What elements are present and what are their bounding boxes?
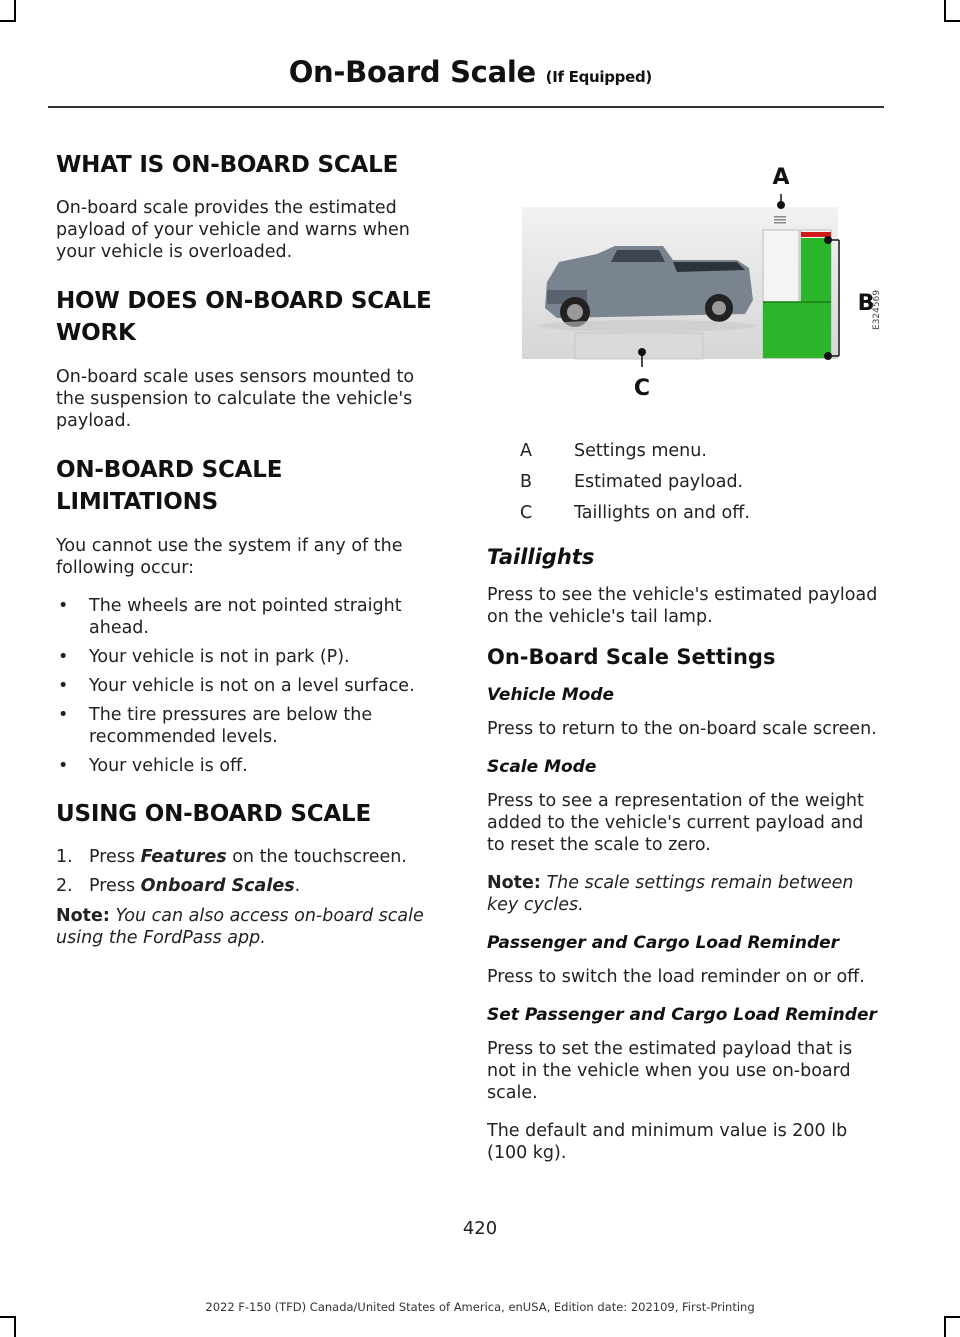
legend-row: C Taillights on and off.: [520, 503, 750, 523]
step-item: 1. Press Features on the touchscreen.: [56, 847, 407, 867]
header-title: On-Board Scale: [288, 55, 536, 89]
on-board-scale-figure: [487, 150, 885, 420]
heading-set-load-reminder: Set Passenger and Cargo Load Reminder: [487, 1005, 877, 1025]
crop-mark: [944, 20, 960, 22]
settings-menu-icon: [774, 216, 786, 224]
section-text-what-is: On-board scale provides the estimated payload of your vehicle and warns when your vehicle is overloaded.: [56, 198, 410, 262]
bullet-glyph: •: [58, 647, 69, 667]
scale-screen-illustration: [487, 150, 885, 420]
step-item: 2. Press Onboard Scales.: [56, 876, 301, 896]
section-heading-limitations: ON-BOARD SCALE LIMITATIONS: [56, 457, 283, 515]
note: Note: You can also access on-board scale using the FordPass app.: [56, 906, 424, 948]
section-heading-how-works: HOW DOES ON-BOARD SCALE WORK: [56, 288, 432, 346]
crop-mark: [14, 1316, 16, 1337]
heading-scale-mode: Scale Mode: [487, 757, 597, 777]
bullet-glyph: •: [58, 596, 69, 616]
text-vehicle-mode: Press to return to the on-board scale screen.: [487, 719, 877, 739]
legend-row: A Settings menu.: [520, 441, 707, 461]
payload-limit-indicator: [801, 232, 831, 237]
right-column: [487, 150, 885, 1180]
text-set-load-reminder: Press to set the estimated payload that is not in the vehicle when you use on-board scale.: [487, 1039, 853, 1103]
crop-mark: [0, 20, 16, 22]
limitations-list: [56, 595, 448, 777]
bullet-glyph: •: [58, 756, 69, 776]
image-code: E324569: [872, 289, 882, 331]
header-title-suffix: (If Equipped): [545, 68, 652, 86]
bullet-glyph: •: [58, 676, 69, 696]
header-rule: [48, 106, 884, 108]
bullet-glyph: •: [58, 705, 69, 725]
payload-bar-upper: [801, 238, 831, 302]
callout-c-label: C: [633, 376, 651, 401]
crop-mark: [944, 1316, 960, 1318]
heading-vehicle-mode: Vehicle Mode: [487, 685, 615, 705]
note: Note: The scale settings remain between key cycles.: [487, 873, 854, 915]
list-item: • The wheels are not pointed straight ahead.: [58, 596, 402, 638]
payload-bar-lower: [763, 302, 831, 358]
section-heading-what-is: WHAT IS ON-BOARD SCALE: [56, 152, 399, 178]
callout-b-label: B: [857, 291, 875, 316]
callout-a-label: A: [772, 165, 790, 190]
crop-mark: [0, 1316, 16, 1318]
list-item: • Your vehicle is off.: [58, 756, 248, 776]
legend-row: B Estimated payload.: [520, 472, 744, 492]
section-text-how-works: On-board scale uses sensors mounted to the suspension to calculate the vehicle's payload.: [56, 367, 415, 431]
list-item: • The tire pressures are below the recommended levels.: [58, 705, 373, 747]
control-name-onboard-scales: Onboard Scales: [140, 876, 295, 896]
control-name-features: Features: [140, 847, 227, 867]
crop-mark: [14, 0, 16, 20]
heading-taillights: Taillights: [487, 545, 595, 569]
edition-info: 2022 F-150 (TFD) Canada/United States of America, enUSA, Edition date: 202109, First-Printing: [205, 1300, 755, 1314]
list-item: • Your vehicle is not on a level surface.: [58, 676, 415, 696]
page-number: 420: [462, 1218, 498, 1239]
text-scale-mode: Press to see a representation of the weight added to the vehicle's current payload and to reset the scale to zero.: [487, 791, 864, 855]
heading-load-reminder: Passenger and Cargo Load Reminder: [487, 933, 840, 953]
text-default-value: The default and minimum value is 200 lb (100 kg).: [487, 1121, 848, 1163]
text-load-reminder: Press to switch the load reminder on or off.: [487, 967, 865, 987]
left-column: [56, 150, 448, 965]
page-header: [289, 55, 652, 89]
text-taillights: Press to see the vehicle's estimated payload on the vehicle's tail lamp.: [487, 585, 878, 627]
figure-legend: [487, 440, 885, 524]
taillights-button: [575, 333, 703, 359]
section-text-limitations-intro: You cannot use the system if any of the following occur:: [56, 536, 403, 578]
section-heading-using: USING ON-BOARD SCALE: [56, 801, 371, 827]
heading-settings: On-Board Scale Settings: [487, 645, 776, 669]
crop-mark: [944, 0, 946, 20]
list-item: • Your vehicle is not in park (P).: [58, 647, 350, 667]
steps-list: [56, 846, 448, 897]
crop-mark: [944, 1316, 946, 1337]
